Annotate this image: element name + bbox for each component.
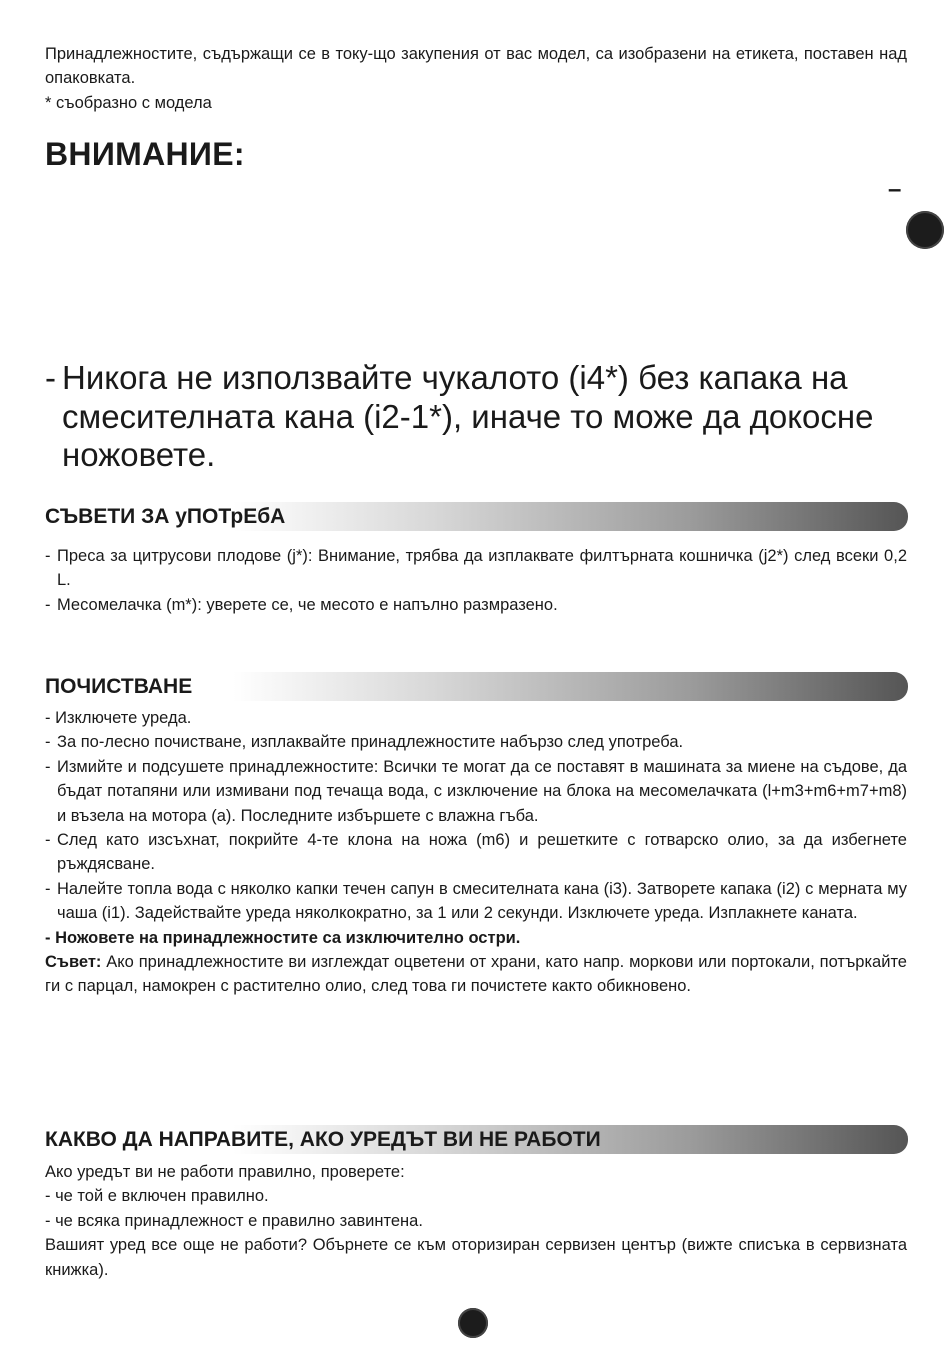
troubleshoot-outro: Вашият уред все още не работи? Обърнете се към оторизиран сервизен център (вижте списъка в сервизната книжка). [45, 1236, 907, 1279]
troubleshoot-body [45, 1160, 907, 1282]
list-item: - Месомелачка (m*): уверете се, че месото е напълно размразено. [45, 595, 558, 614]
list-item: - Измийте и подсушете принадлежностите: Всички те могат да се поставят в машината за миене на съдове, да бъдат потапяни или измивани под течаща вода, с изключение на блока на месомелачката (l+m3+m6+m7+m8) и възела на мотора (a). Последните избършете с влажна гъба. [45, 757, 907, 825]
advice-label: Съвет: [45, 953, 102, 972]
model-note: * съобразно с модела [45, 94, 212, 112]
list-item: - За по-лесно почистване, изплаквайте принадлежностите набързо след употреба. [45, 733, 684, 752]
list-item: - След като изсъхнат, покрийте 4-те клона на ножа (m6) и решетките с готварско олио, за да избегнете ръждясване. [45, 831, 907, 874]
page-marker-circle-icon [458, 1308, 488, 1338]
list-item: - Преса за цитрусови плодове (j*): Внимание, трябва да изплаквате филтърната кошничка (j2*) след всеки 0,2 L. [45, 547, 907, 590]
troubleshoot-heading: КАКВО ДА НАПРАВИТЕ, АКО УРЕДЪТ ВИ НЕ РАБОТИ [45, 1128, 601, 1151]
advice-text: Ако принадлежностите ви изглеждат оцветени от храни, като напр. моркови или портокали, потъркайте ги с парцал, намокрен с растително олио, след това ги почистете както обикновено. [45, 953, 907, 996]
dash-mark: – [888, 176, 902, 203]
list-item: - че всяка принадлежност е правилно завинтена. [45, 1211, 423, 1230]
tips-heading: СЪВЕТИ ЗА уПОТрЕбА [45, 505, 286, 528]
intro-text: Принадлежностите, съдържащи се в току-що закупения от вас модел, са изобразени на етикета, поставен над опаковката. [45, 45, 907, 88]
list-item: - че той е включен правилно. [45, 1187, 269, 1206]
sharp-blades-warning: - Ножовете на принадлежностите са изключително остри. [45, 928, 521, 947]
cleaning-heading: ПОЧИСТВАНЕ [45, 675, 193, 698]
list-item: - Изключете уреда. [45, 709, 192, 727]
advice-paragraph [45, 950, 907, 999]
warning-text: Никога не използвайте чукалото (i4*) без капака на смесителната кана (i2-1*), иначе то може да докосне ножовете. [62, 359, 874, 473]
page-tab-circle-icon [906, 211, 944, 249]
warning-bullet: - [45, 359, 56, 396]
attention-heading: ВНИМАНИЕ: [45, 136, 245, 172]
list-item: - Налейте топла вода с няколко капки течен сапун в смесителната кана (i3). Затворете капака (i2) с мерната му чаша (i1). Задействайте уреда няколкократно, за 1 или 2 секунди. Изключете уреда. Изплакнете каната. [45, 879, 907, 923]
troubleshoot-intro: Ако уредът ви не работи правилно, проверете: [45, 1163, 405, 1181]
tips-list [45, 544, 907, 617]
cleaning-body [45, 706, 907, 999]
